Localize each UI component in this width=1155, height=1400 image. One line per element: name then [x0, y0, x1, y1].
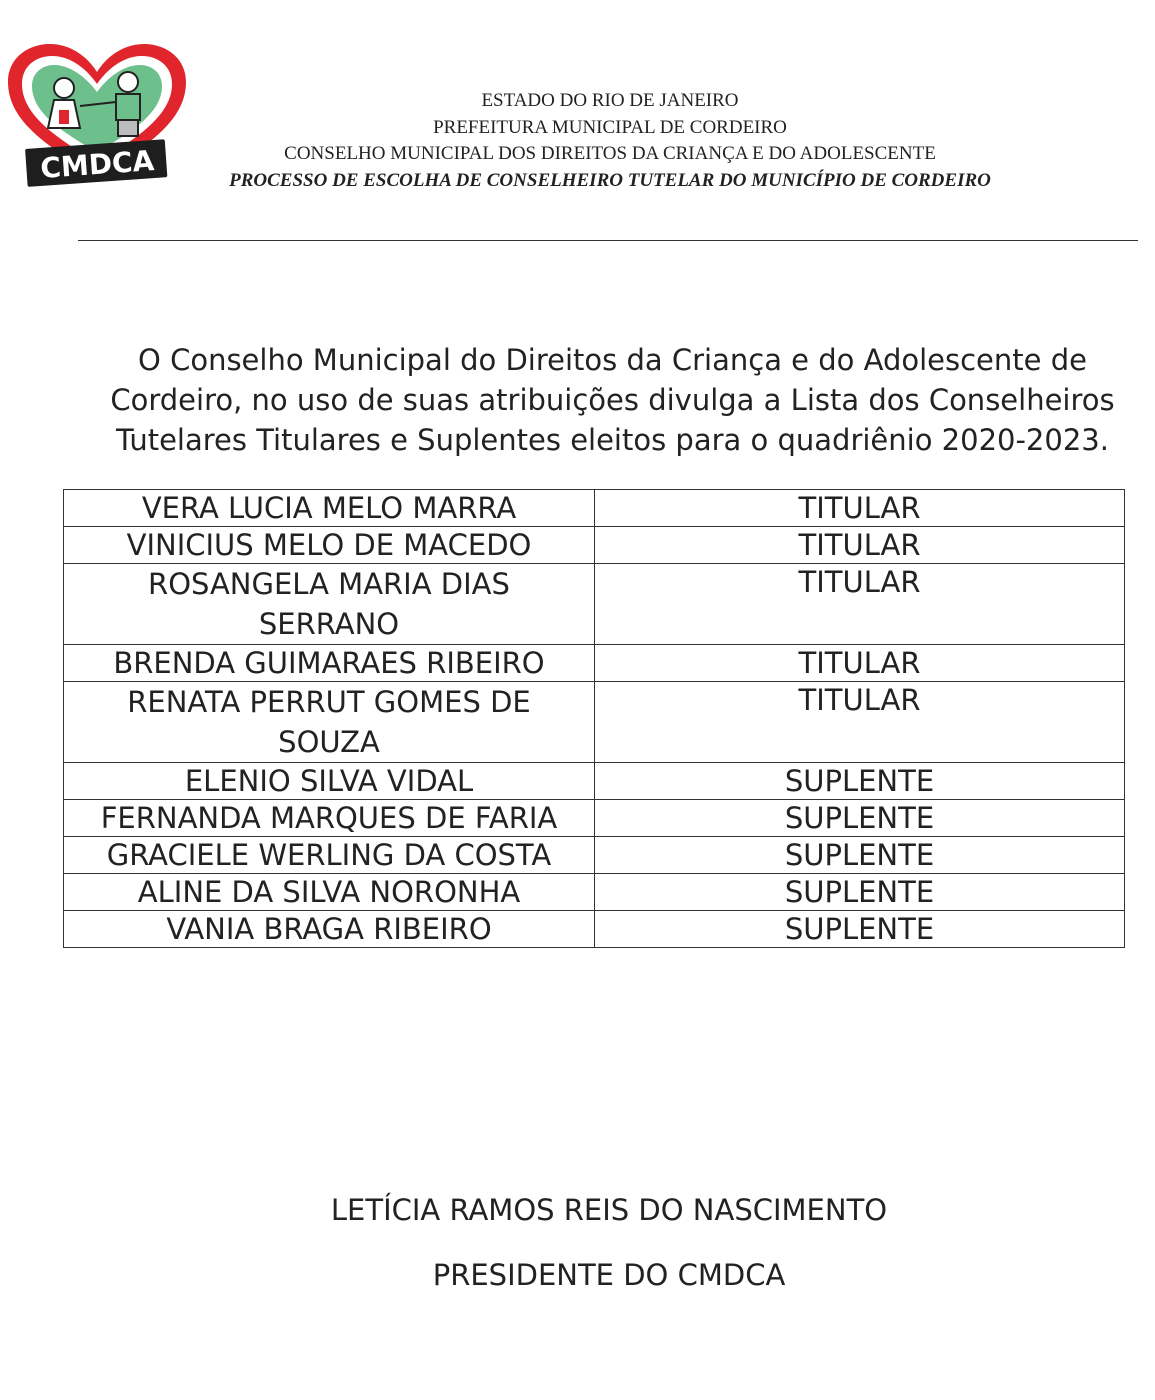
councilor-status: SUPLENTE — [595, 763, 1125, 800]
header-divider — [78, 240, 1138, 241]
document-header — [200, 88, 1020, 194]
councilor-status: TITULAR — [595, 527, 1125, 564]
header-process: PROCESSO DE ESCOLHA DE CONSELHEIRO TUTELAR DO MUNICÍPIO DE CORDEIRO — [229, 169, 991, 191]
intro-line: Tutelares Titulares e Suplentes eleitos para o quadriênio 2020-2023. — [116, 423, 1109, 457]
councilor-status: TITULAR — [595, 564, 1125, 645]
councilor-name-line: RENATA PERRUT GOMES DE — [127, 685, 531, 719]
councilor-status: SUPLENTE — [595, 837, 1125, 874]
header-council: CONSELHO MUNICIPAL DOS DIREITOS DA CRIANÇA E DO ADOLESCENTE — [284, 143, 936, 164]
councilor-name: FERNANDA MARQUES DE FARIA — [64, 800, 595, 837]
councilor-name: ELENIO SILVA VIDAL — [64, 763, 595, 800]
councilor-name: VINICIUS MELO DE MACEDO — [64, 527, 595, 564]
councilor-status: SUPLENTE — [595, 874, 1125, 911]
councilor-status: SUPLENTE — [595, 800, 1125, 837]
councilor-status: TITULAR — [595, 645, 1125, 682]
cmdca-logo — [2, 40, 192, 190]
councilor-status: SUPLENTE — [595, 911, 1125, 948]
table-row — [64, 682, 1125, 763]
logo-text: CMDCA — [39, 144, 156, 185]
heart-children-logo-icon — [2, 40, 192, 190]
intro-paragraph — [70, 340, 1155, 460]
councilor-name — [64, 682, 595, 763]
intro-line: Cordeiro, no uso de suas atribuições divulga a Lista dos Conselheiros — [110, 383, 1115, 417]
councilor-name: ALINE DA SILVA NORONHA — [64, 874, 595, 911]
table-row — [64, 763, 1125, 800]
table-row — [64, 837, 1125, 874]
councilor-name-line: ROSANGELA MARIA DIAS — [148, 567, 510, 601]
table-row — [64, 490, 1125, 527]
table-row — [64, 527, 1125, 564]
table-row — [64, 874, 1125, 911]
councilor-name: GRACIELE WERLING DA COSTA — [64, 837, 595, 874]
table-row — [64, 564, 1125, 645]
councilor-status: TITULAR — [595, 682, 1125, 763]
signatory-name: LETÍCIA RAMOS REIS DO NASCIMENTO — [330, 1193, 888, 1227]
table-row — [64, 645, 1125, 682]
table-row — [64, 911, 1125, 948]
councilor-name-line: SERRANO — [258, 607, 400, 641]
header-state: ESTADO DO RIO DE JANEIRO — [481, 90, 739, 111]
elected-councilors-table — [63, 489, 1125, 948]
councilor-status: TITULAR — [595, 490, 1125, 527]
councilor-name: VERA LUCIA MELO MARRA — [64, 490, 595, 527]
intro-line: O Conselho Municipal do Direitos da Criança e do Adolescente de — [138, 343, 1087, 377]
councilor-name-line: SOUZA — [278, 725, 380, 759]
signatory-role: PRESIDENTE DO CMDCA — [432, 1258, 786, 1292]
councilor-name: BRENDA GUIMARAES RIBEIRO — [64, 645, 595, 682]
councilor-name: VANIA BRAGA RIBEIRO — [64, 911, 595, 948]
councilor-name — [64, 564, 595, 645]
table-row — [64, 800, 1125, 837]
header-prefecture: PREFEITURA MUNICIPAL DE CORDEIRO — [433, 116, 787, 138]
